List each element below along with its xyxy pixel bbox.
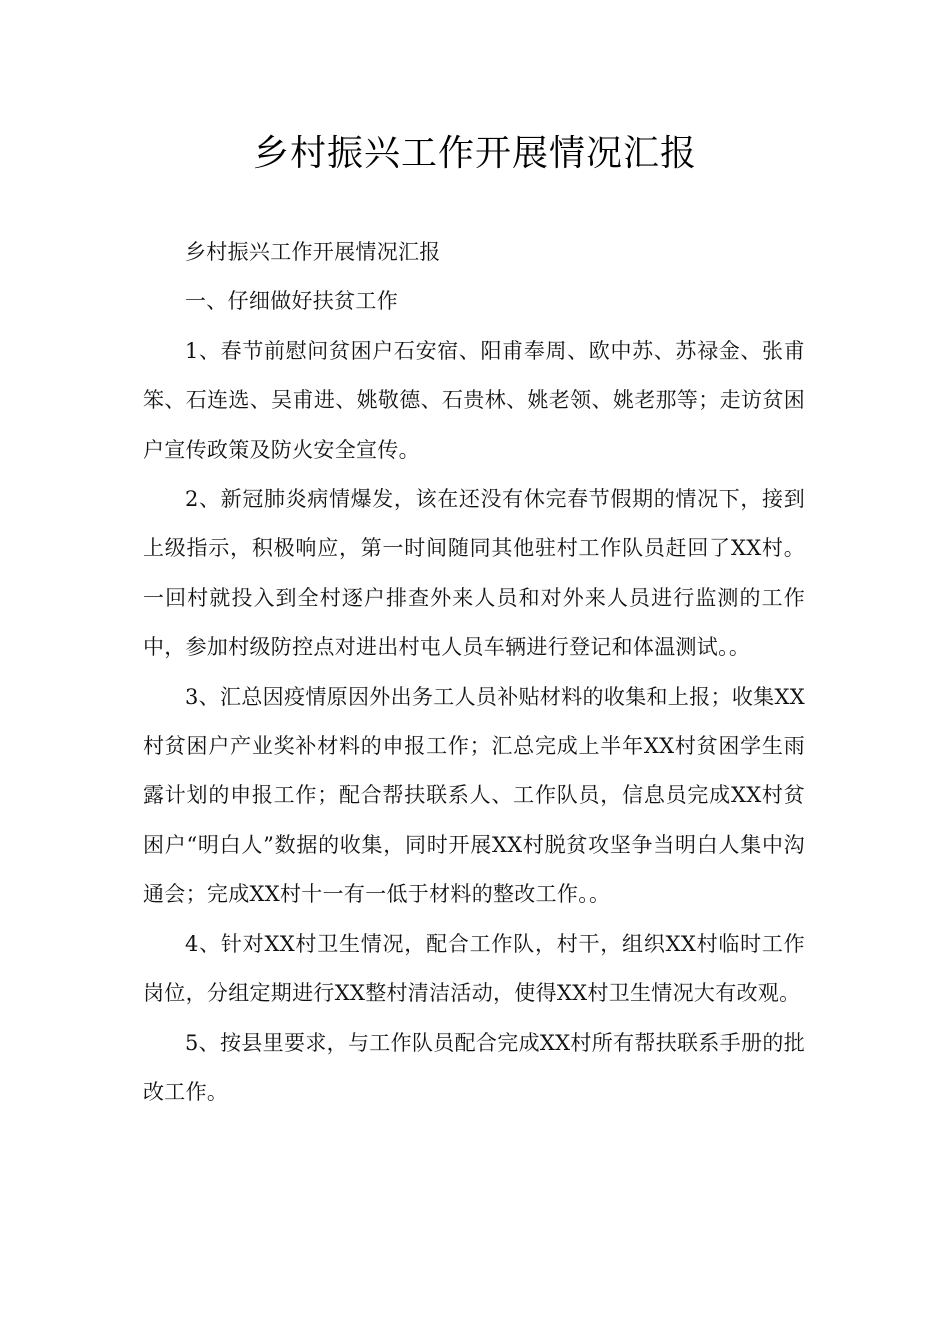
document-title: 乡村振兴工作开展情况汇报: [252, 133, 697, 174]
paragraph-item-4: 4、针对XX村卫生情况，配合工作队，村干，组织XX村临时工作岗位，分组定期进行XX整村清洁活动，使得XX村卫生情况大有改观。: [143, 931, 805, 1006]
section-heading: 一、仔细做好扶贫工作: [185, 289, 398, 314]
paragraph-item-5: 5、按县里要求，与工作队员配合完成XX村所有帮扶联系手册的批改工作。: [143, 1030, 805, 1104]
paragraph-item-3: 3、汇总因疫情原因外出务工人员补贴材料的收集和上报；收集XX村贫困户产业奖补材料的申报工作；汇总完成上半年XX村贫困学生雨露计划的申报工作；配合帮扶联系人、工作队员，信息员完成XX村贫困户“明白人”数据的收集，同时开展XX村脱贫攻坚争当明白人集中沟通会；完成XX村十一有一低于材料的整改工作。。: [143, 684, 805, 907]
paragraph-item-1: 1、春节前慰问贫困户石安宿、阳甫奉周、欧中苏、苏禄金、张甫笨、石连选、吴甫进、姚敬德、石贵林、姚老领、姚老那等；走访贫困户宣传政策及防火安全宣传。: [143, 338, 805, 462]
paragraph-subtitle: 乡村振兴工作开展情况汇报: [185, 240, 441, 264]
paragraph-item-2: 2、新冠肺炎病情爆发，该在还没有休完春节假期的情况下，接到上级指示，积极响应，第一时间随同其他驻村工作队员赶回了XX村。一回村就投入到全村逐户排查外来人员和对外来人员进行监测的工作中，参加村级防控点对进出村屯人员车辆进行登记和体温测试。。: [143, 487, 805, 660]
document-body: [143, 228, 805, 1117]
